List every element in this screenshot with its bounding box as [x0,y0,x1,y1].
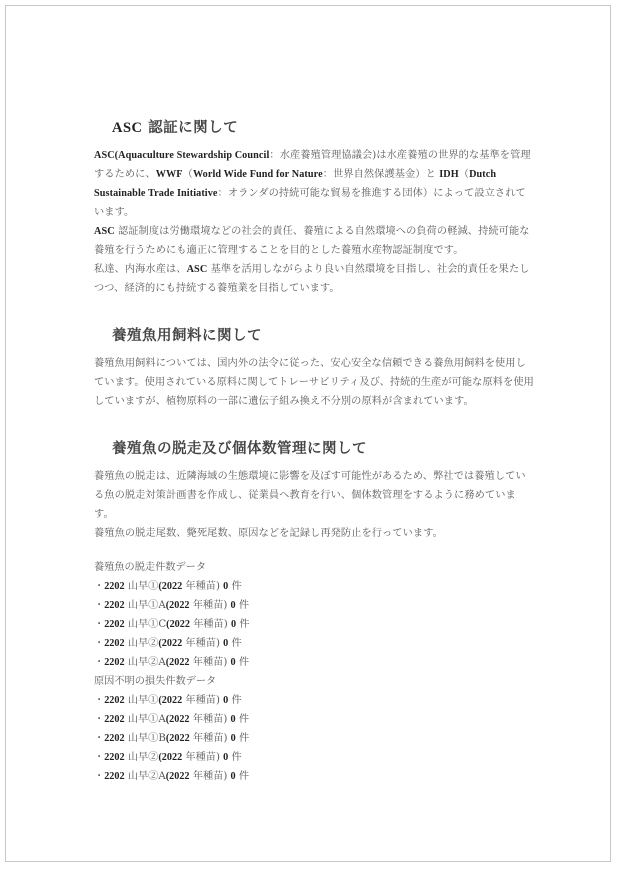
lot-name: 山早①C [127,619,167,630]
lot-code: 2202 [104,695,125,706]
unit: 件 [235,600,250,611]
asc-abbr: ASC [94,226,115,237]
escape-paragraph-1: 養殖魚の脱走は、近隣海域の生態環境に影響を及ぼす可能性があるため、弊社では養殖している魚の脱走対策計画書を作成し、従業員へ教育を行い、個体数管理をするように務めています。 [94,471,526,520]
paren: ( [158,581,162,592]
suffix: 年種苗) [182,581,224,592]
asc-system-desc: 認証制度は労働環境などの社会的責任、養殖による自然環境への負荷の軽減、持続可能な養殖を行うためにも適正に管理することを目的とした養殖水産物認証制度です。 [94,226,530,256]
lot-code: 2202 [104,657,125,668]
unit: 件 [228,581,242,592]
unit: 件 [235,714,250,725]
wwf-name: World Wide Fund for Nature [192,169,323,180]
unit: 件 [236,619,250,630]
asc-paragraph-3 [94,260,534,298]
suffix: 年種苗) [189,771,231,782]
year: 2022 [161,638,183,649]
year: 2022 [161,695,183,706]
lot-code: 2202 [104,752,125,763]
loss-list-title: 原因不明の損失件数データ [94,676,217,687]
lot-name: 山早① [127,695,159,706]
year: 2022 [169,771,190,782]
lot-name: 山早① [127,581,159,592]
lot-code: 2202 [104,771,125,782]
suffix: 年種苗) [182,638,224,649]
wwf-desc: ：世界自然保護基金）と [322,169,440,180]
unit: 件 [228,752,242,763]
heading-asc-en: ASC [112,120,143,136]
idh-abbr: IDH [439,169,459,180]
bullet: ・ [94,619,105,630]
escape-list-title: 養殖魚の脱走件数データ [94,562,207,573]
year: 2022 [161,752,183,763]
paren: ( [165,657,170,668]
list-item [94,596,534,615]
year: 2022 [169,714,190,725]
lot-code: 2202 [104,619,125,630]
suffix: 年種苗) [189,733,231,744]
escape-list [94,577,534,672]
suffix: 年種苗) [182,695,224,706]
unit: 件 [235,733,250,744]
loss-list [94,691,534,786]
asc-desc: ：水産養殖管理協議会)は水産養殖の世界的な基準を管理するために、 [94,150,531,180]
bullet: ・ [94,581,105,592]
list-item [94,653,534,672]
suffix: 年種苗) [189,714,231,725]
paren: ( [165,733,170,744]
list-item [94,729,534,748]
count: 0 [223,752,229,763]
wwf-abbr: WWF [155,169,183,180]
heading-escape: 養殖魚の脱走及び個体数管理に関して [112,440,367,457]
escape-paragraph-2: 養殖魚の脱走尾数、斃死尾数、原因などを記録し再発防止を行っています。 [94,528,443,539]
paren: ( [166,619,170,630]
list-item [94,748,534,767]
list-item [94,634,534,653]
suffix: 年種苗) [189,600,231,611]
year: 2022 [169,600,190,611]
section-escape [94,437,534,786]
bullet: ・ [94,714,105,725]
section-asc [94,116,534,298]
lot-code: 2202 [104,638,125,649]
list-item [94,691,534,710]
bullet: ・ [94,733,105,744]
asc-name: ASC(Aquaculture Stewardship Council [94,150,270,161]
paren: ( [165,771,170,782]
list-item [94,577,534,596]
unit: 件 [235,771,250,782]
unit: 件 [228,638,242,649]
asc-abbr: ASC [186,264,208,275]
lot-code: 2202 [104,733,125,744]
bullet: ・ [94,600,105,611]
idh-name: Dutch Sustainable Trade Initiative [94,169,497,199]
company-goal: 基準を活用しながらより良い自然環境を目指し、社会的責任を果たしつつ、経済的にも持続する養殖業を目指しています。 [94,264,530,294]
count: 0 [230,733,236,744]
paren: ( [158,752,162,763]
document-page [5,5,611,862]
paren: ( [158,695,162,706]
year: 2022 [169,619,190,630]
paren: （ [458,169,470,180]
paren: ( [158,638,162,649]
year: 2022 [161,581,183,592]
suffix: 年種苗) [189,619,231,630]
lot-code: 2202 [104,714,125,725]
paren: ( [165,714,170,725]
count: 0 [223,581,229,592]
unit: 件 [235,657,250,668]
count: 0 [230,657,236,668]
count: 0 [223,638,229,649]
bullet: ・ [94,771,105,782]
year: 2022 [169,657,190,668]
count: 0 [230,600,236,611]
lot-name: 山早② [127,638,159,649]
suffix: 年種苗) [182,752,224,763]
lot-code: 2202 [104,581,125,592]
lot-name: 山早② [127,752,159,763]
lot-name: 山早①A [127,714,166,725]
lot-code: 2202 [104,600,125,611]
suffix: 年種苗) [189,657,231,668]
heading-asc [112,116,534,137]
count: 0 [230,714,236,725]
unit: 件 [228,695,242,706]
idh-desc: ：オランダの持続可能な貿易を推進する団体）によって設立されています。 [94,188,526,218]
paren: （ [182,169,193,180]
list-item [94,615,534,634]
count: 0 [223,695,229,706]
lot-name: 山早①B [127,733,166,744]
feed-paragraph-1: 養殖魚用飼料については、国内外の法令に従った、安心安全な信頼できる養魚用飼料を使用しています。使用されている原料に関してトレーサビリティ及び、持続的生産が可能な原料を使用していますが、植物原料の一部に遺伝子組み換え不分別の原料が含まれています。 [94,358,534,407]
list-item [94,767,534,786]
count: 0 [230,619,237,630]
lot-name: 山早①A [127,600,166,611]
count: 0 [230,771,236,782]
section-feed [94,324,534,411]
heading-asc-jp: 認証に関して [142,119,239,136]
year: 2022 [169,733,190,744]
document-content [94,116,534,812]
company-intro: 私達、内海水産は、 [94,264,187,275]
lot-name: 山早②A [127,657,166,668]
bullet: ・ [94,752,105,763]
bullet: ・ [94,695,105,706]
asc-paragraph-1 [94,146,534,222]
bullet: ・ [94,638,105,649]
paren: ( [165,600,170,611]
asc-paragraph-2 [94,222,534,260]
lot-name: 山早②A [127,771,166,782]
list-item [94,710,534,729]
heading-feed: 養殖魚用飼料に関して [112,327,262,344]
bullet: ・ [94,657,105,668]
